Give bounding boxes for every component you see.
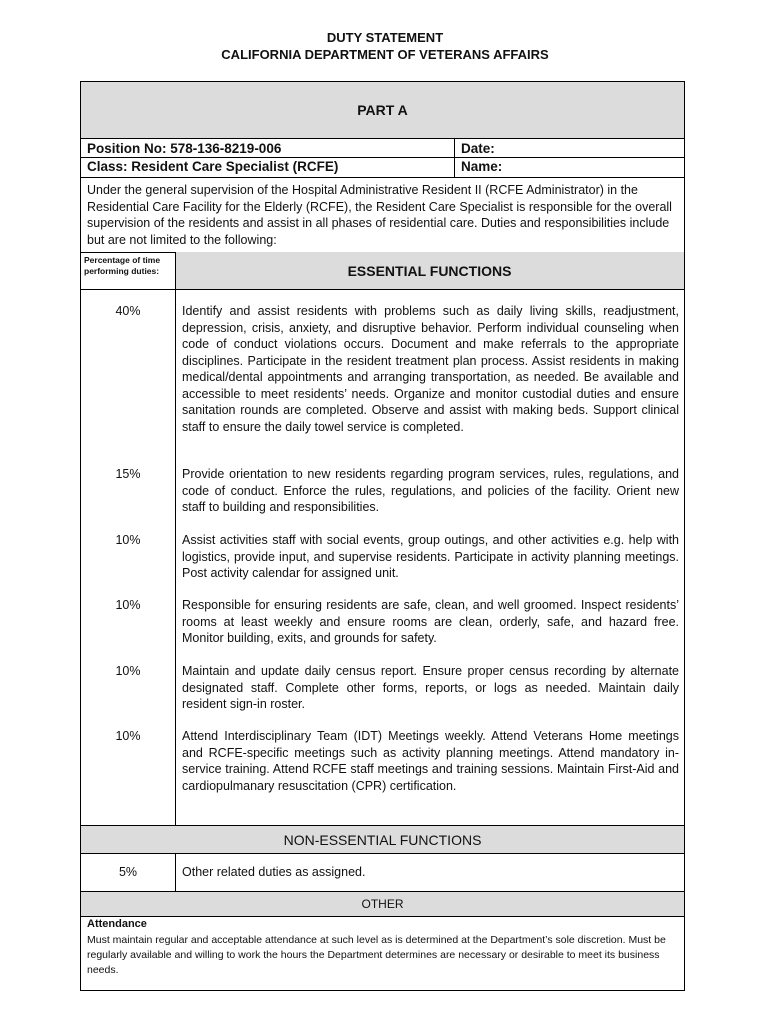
duty-percentage: 40% bbox=[115, 304, 141, 318]
attendance-text: Must maintain regular and acceptable attendance at such level as is determined at the Department’s sole discretion. Must be regularly available and willing to work the hours the Department determines are necessary or desirable to meet its business needs. bbox=[87, 934, 666, 976]
duty-description: Responsible for ensuring residents are safe, clean, and well groomed. Inspect residents’ rooms at least weekly and ensure rooms are clean, orderly, safe, and hazard free. Monitor building, exits, and grounds for safety. bbox=[182, 598, 679, 645]
duty-percentage: 5% bbox=[118, 865, 138, 879]
attendance-title: Attendance bbox=[87, 918, 147, 930]
essential-functions-title: ESSENTIAL FUNCTIONS bbox=[347, 262, 512, 279]
essential-functions-header bbox=[175, 252, 684, 289]
duty-percentage: 10% bbox=[115, 664, 141, 678]
percentage-header: Percentage of time performing duties: bbox=[84, 255, 161, 276]
other-header bbox=[81, 892, 684, 916]
duty-description: Maintain and update daily census report. Ensure proper census recording by alternate designated staff. Complete other forms, reports, or logs as needed. Maintain daily resident sign-in roster. bbox=[182, 664, 679, 711]
duty-percentage: 10% bbox=[115, 533, 141, 547]
duty-statement-table bbox=[80, 81, 685, 991]
duty-percentage: 15% bbox=[115, 467, 141, 481]
non-essential-functions-title: NON-ESSENTIAL FUNCTIONS bbox=[283, 831, 482, 848]
position-class: Class: Resident Care Specialist (RCFE) bbox=[87, 159, 339, 174]
duty-description: Attend Interdisciplinary Team (IDT) Meetings weekly. Attend Veterans Home meetings and RCFE-specific meetings such as activity planning meetings. Attend mandatory in-service training. Attend RCFE staff meetings and training sessions. Maintain First-Aid and cardiopulmanary resuscitation (CPR) certification. bbox=[182, 729, 679, 793]
non-essential-functions-header bbox=[81, 826, 684, 853]
date-label: Date: bbox=[461, 141, 495, 156]
duty-description: Identify and assist residents with problems such as daily living skills, readjustment, depression, crisis, anxiety, and disruptive behavior. Perform individual counseling when code of conduct violations occurs. Document and make referrals to the appropriate disciplines. Participate in the resident treatment plan process. Assist residents in making medical/dental appointments and arranging transportation, as needed. Be available and accessible to meet residents’ needs. Organize and monitor custodial duties and ensure sanitation rounds are completed. Observe and assist with making beds. Support clinical staff to ensure the daily towel service is completed. bbox=[182, 304, 679, 434]
department-title: CALIFORNIA DEPARTMENT OF VETERANS AFFAIRS bbox=[221, 47, 549, 62]
position-number: Position No: 578-136-8219-006 bbox=[87, 141, 282, 156]
duty-description: Assist activities staff with social events, group outings, and other activities e.g. help with logistics, provide input, and supervise residents. Participate in activity planning meetings. Post activity calendar for assigned unit. bbox=[182, 533, 679, 580]
duty-percentage: 10% bbox=[115, 598, 141, 612]
other-title: OTHER bbox=[361, 897, 404, 911]
duty-description: Other related duties as assigned. bbox=[182, 865, 366, 879]
part-a-label: PART A bbox=[357, 102, 408, 118]
name-label: Name: bbox=[461, 159, 503, 174]
duty-percentage: 10% bbox=[115, 729, 141, 743]
duty-description: Provide orientation to new residents regarding program services, rules, regulations, and code of conduct. Enforce the rules, regulations, and policies of the facility. Orient new staff to building and responsibilities. bbox=[182, 467, 679, 514]
part-a-header bbox=[81, 82, 684, 138]
document-title: DUTY STATEMENT bbox=[326, 30, 444, 45]
intro-paragraph: Under the general supervision of the Hospital Administrative Resident II (RCFE Administrator) in the Residential Care Facility for the Elderly (RCFE), the Resident Care Specialist is responsible for the overall supervision of the residents and assist in all phases of residential care. Duties and responsibilities include but are not limited to the following: bbox=[87, 183, 672, 247]
